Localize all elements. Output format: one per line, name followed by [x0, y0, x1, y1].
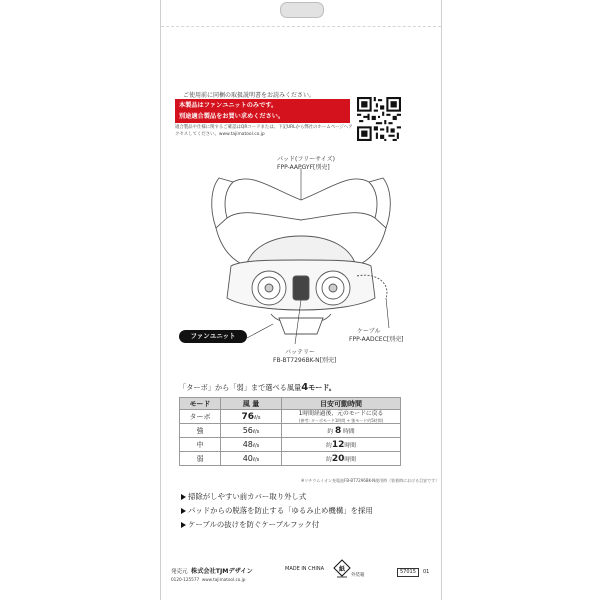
product-code: 57015: [397, 568, 419, 577]
battery-label: バッテリー: [285, 349, 316, 356]
cable-label: ケーブル: [357, 328, 381, 335]
mode-count: 4: [301, 382, 309, 393]
runtime-hours: 8: [334, 425, 342, 436]
runtime-cell: [282, 424, 401, 438]
website-url[interactable]: www.tajimatool.co.jp: [201, 577, 246, 582]
pad-code: FPP-AAPGYF[別売]: [277, 164, 330, 171]
flow-cell: [221, 424, 282, 438]
cable-code: FPP-AADCEC[別売]: [349, 336, 404, 343]
made-in-label: MADE IN CHINA: [285, 566, 325, 572]
fan-unit-label: ファンユニット: [179, 330, 247, 343]
runtime-suffix: 時間: [344, 442, 356, 449]
runtime-cell: [282, 452, 401, 466]
mode-spec-table: [179, 397, 401, 466]
phone-number: 0120-125577: [171, 577, 200, 582]
warning-line-1: 本製品はファンユニットのみです。: [179, 102, 278, 109]
flow-unit: ℓ/s: [254, 414, 261, 421]
flow-value: 48: [242, 440, 253, 449]
mode-cell: 弱: [180, 452, 221, 466]
warning-box: [175, 99, 350, 123]
right-strap-shape: [369, 178, 390, 228]
runtime-cell: [282, 438, 401, 452]
flow-cell: [221, 452, 282, 466]
mode-headline-suffix: モード。: [308, 383, 336, 392]
paper-mark-text: 紙: [338, 566, 346, 573]
flow-cell: [221, 410, 282, 424]
cut-line: [161, 26, 441, 27]
triangle-bullet-icon: [181, 522, 186, 528]
product-package-card: [160, 0, 442, 600]
seller-label: 発売元: [171, 569, 188, 575]
mode-headline: [179, 382, 336, 393]
hang-hole: [280, 2, 324, 18]
flow-unit: ℓ/s: [252, 443, 260, 449]
runtime-cell: [282, 410, 401, 424]
flow-value: 40: [242, 454, 253, 463]
runtime-hours: 20: [331, 453, 345, 464]
table-row: [180, 452, 401, 466]
mode-cell: 中: [180, 438, 221, 452]
battery-code: FB-BT7296BK-N[別売]: [273, 357, 337, 364]
qr-code-icon[interactable]: [357, 97, 401, 141]
pad-label: パッド(フリーサイズ): [277, 156, 335, 163]
website-notice: 適合製品や仕様に関するご確認はQRコードまたは、下記URLから弊社のホームページへアクセスしてください。www.tajimatool.co.jp: [175, 125, 353, 137]
table-row: [180, 438, 401, 452]
left-strap-shape: [212, 178, 233, 228]
feature-text: ケーブルの抜けを防ぐケーブルフック付: [188, 520, 320, 529]
header-flow: 風 量: [221, 398, 282, 410]
mode-headline-text: 「ターボ」から「弱」まで選べる風量: [179, 383, 302, 392]
table-footnote: ※リチウムイオン充電池FB-BT7296BK-N使用時（装着時における目安です）: [301, 478, 440, 483]
runtime-main: 1時間経過後、元のモードに戻る: [298, 411, 384, 417]
runtime-prefix: 約: [326, 442, 332, 449]
product-code-suffix: 01: [423, 569, 430, 575]
flow-value: 76: [241, 411, 255, 422]
runtime-suffix: 時間: [344, 456, 356, 463]
triangle-bullet-icon: [181, 508, 186, 514]
runtime-note: (参考: ターボモード1時間 + 強モード約5時間): [298, 418, 384, 423]
flow-unit: ℓ/s: [252, 457, 260, 463]
paper-label: 外装箱: [351, 573, 365, 578]
runtime-suffix: 時間: [343, 428, 355, 435]
feature-text: パッドからの脱落を防止する「ゆるみ止め機構」を採用: [188, 506, 373, 515]
list-item: [181, 518, 373, 532]
list-item: [181, 490, 373, 504]
paper-recycle-icon: [333, 559, 351, 581]
header-runtime: 目安可動時間: [282, 398, 401, 410]
feature-list: [181, 490, 373, 532]
list-item: [181, 504, 373, 518]
triangle-bullet-icon: [181, 494, 186, 500]
feature-text: 掃除がしやすい前カバー取り外し式: [188, 492, 307, 501]
table-header-row: [180, 398, 401, 410]
warning-line-2: 別途適合製品をお買い求めください。: [179, 113, 285, 120]
table-row: [180, 410, 401, 424]
mode-cell: 強: [180, 424, 221, 438]
read-manual-notice: ご使用前に同梱の取扱説明書をお読みください。: [183, 92, 316, 99]
mode-cell: ターボ: [180, 410, 221, 424]
runtime-prefix: 約: [327, 428, 334, 435]
flow-value: 56: [242, 426, 253, 435]
flow-cell: [221, 438, 282, 452]
runtime-hours: 12: [331, 439, 345, 450]
runtime-prefix: 約: [326, 456, 332, 463]
header-mode: モード: [180, 398, 221, 410]
company-name: 株式会社TJMデザイン: [191, 568, 253, 575]
seller-info: [171, 566, 253, 582]
flow-unit: ℓ/s: [252, 429, 260, 435]
table-row: [180, 424, 401, 438]
